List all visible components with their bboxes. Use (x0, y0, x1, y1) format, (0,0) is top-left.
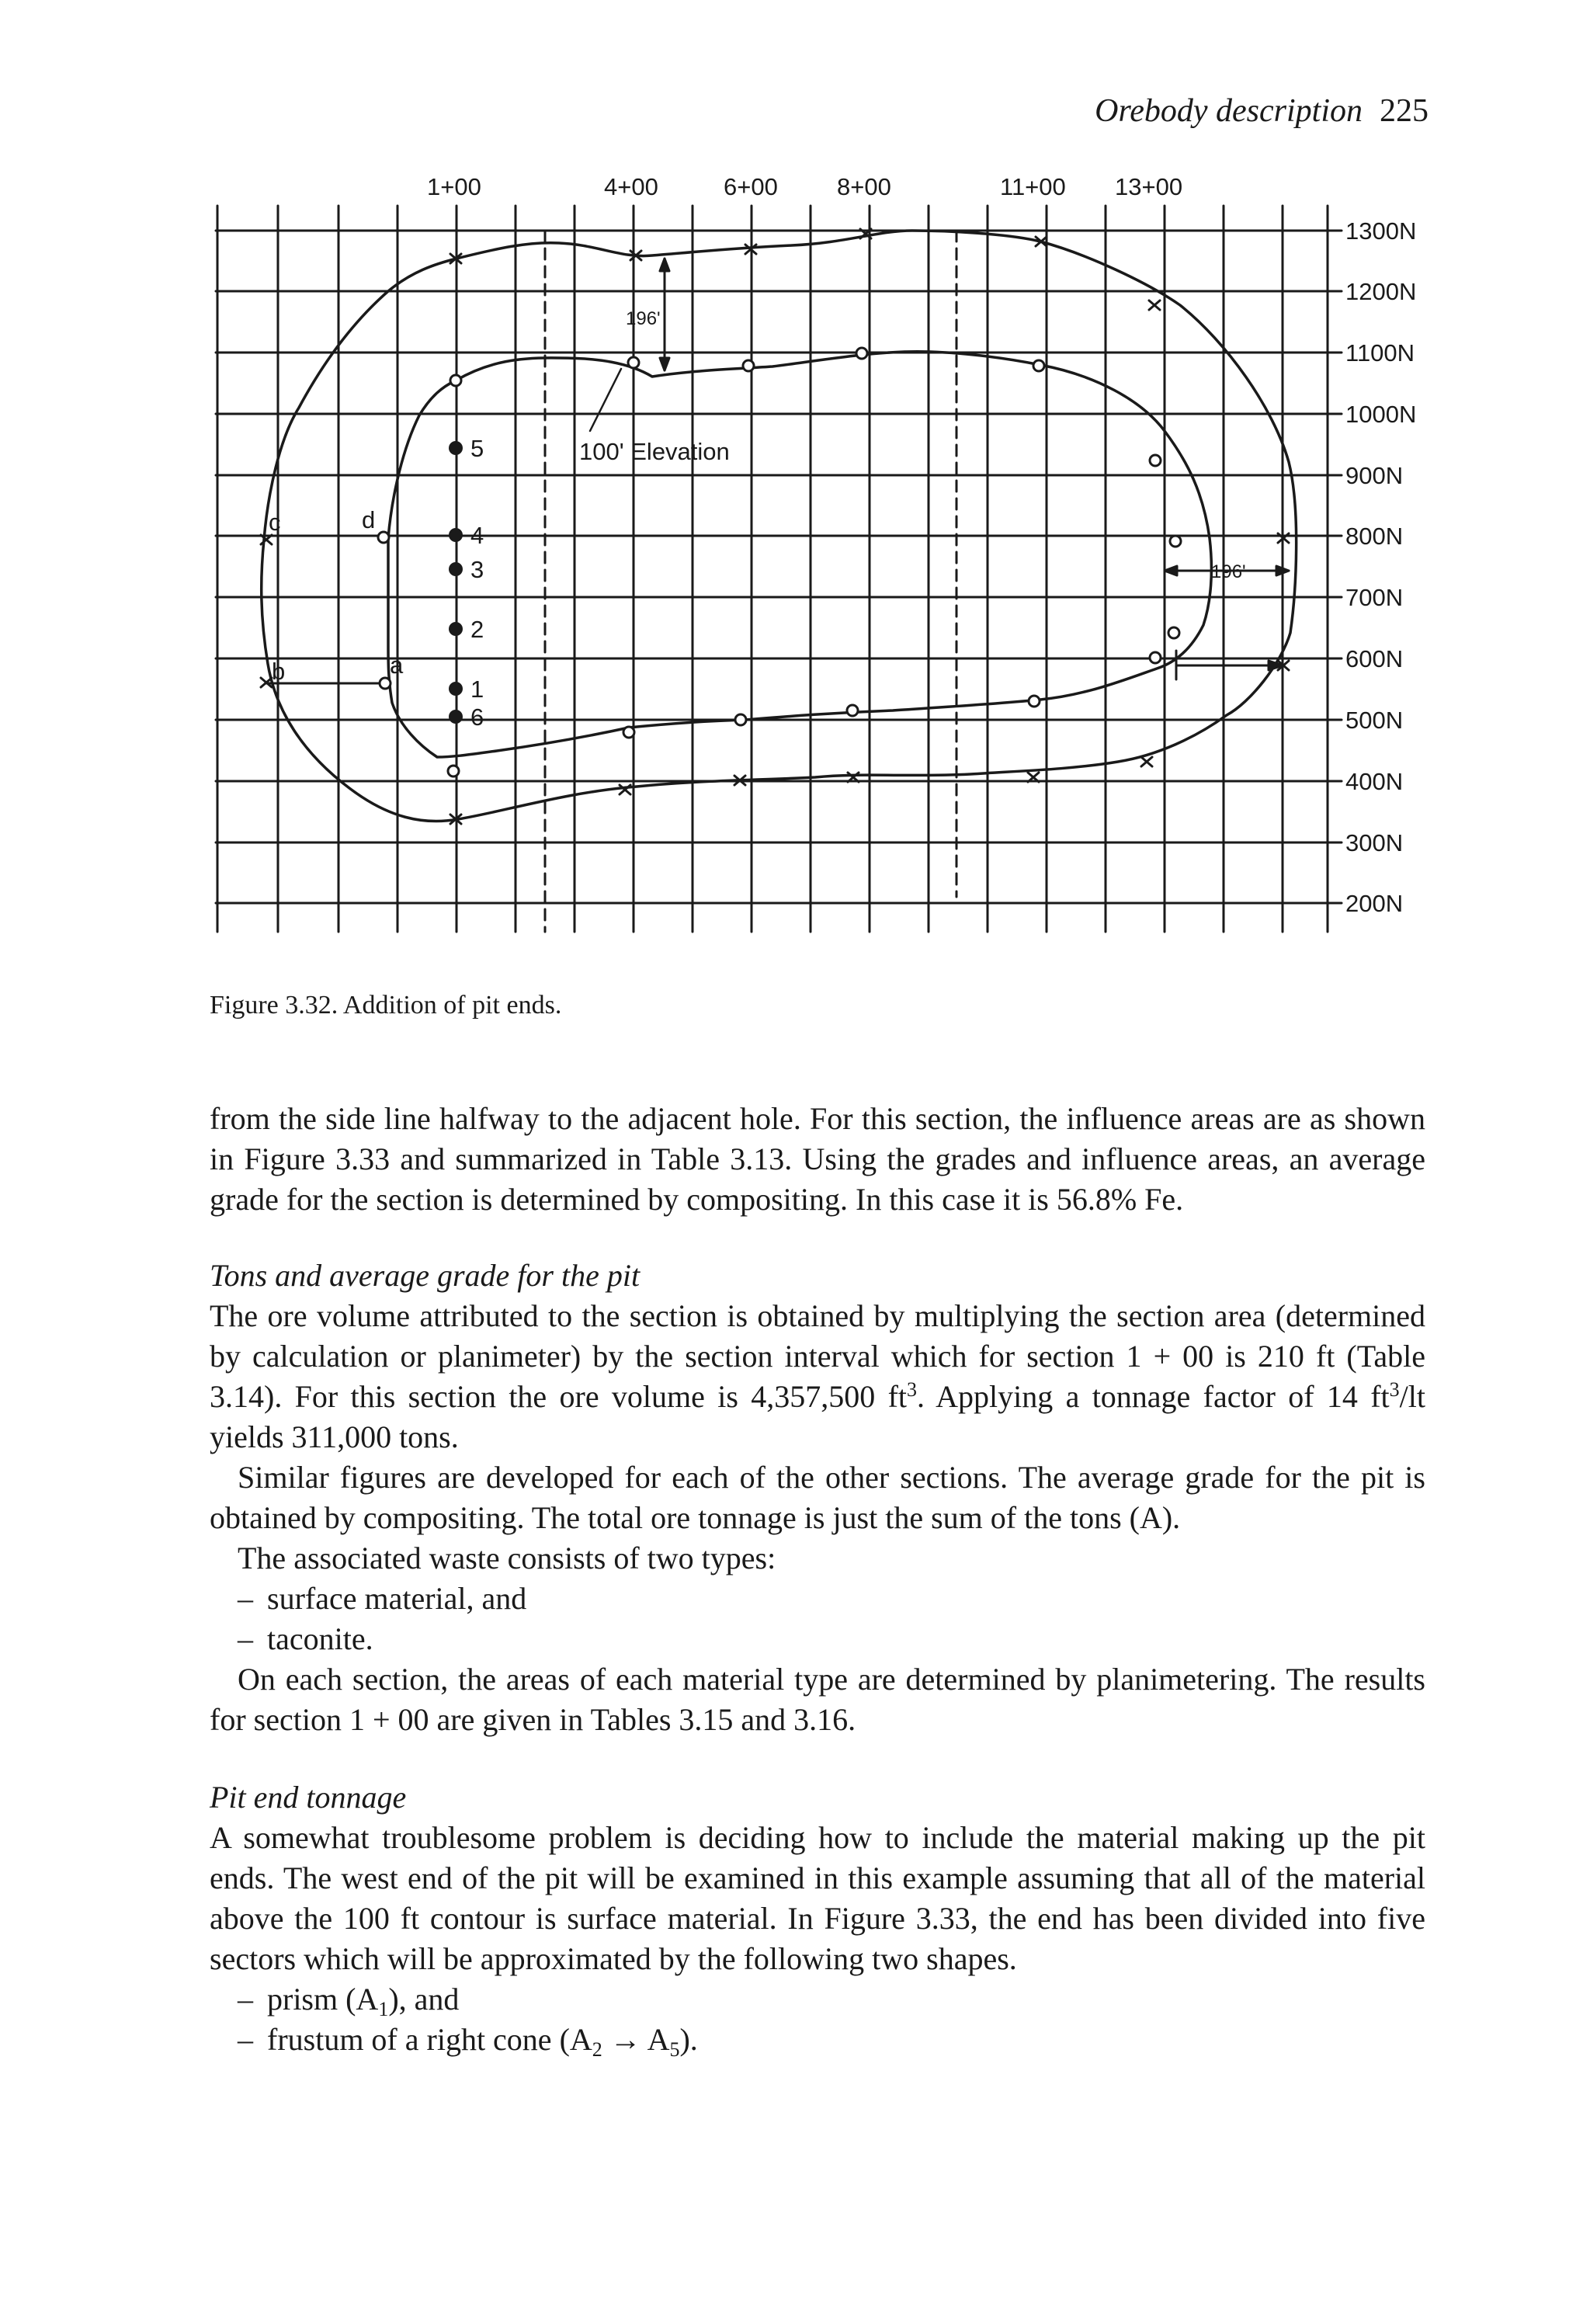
section-label-11-00: 11+00 (1000, 173, 1066, 200)
frustum-sub-2: 5 (669, 2038, 680, 2061)
northing-label-900n: 900N (1345, 462, 1404, 489)
grid-northing-lines (216, 231, 1334, 903)
section-label-1-00: 1+00 (427, 173, 481, 200)
list-dash: – (238, 1581, 253, 1616)
drill-hole-6 (449, 710, 463, 724)
running-header (1040, 92, 1429, 130)
northing-label-200n: 200N (1345, 890, 1404, 917)
northing-label-300n: 300N (1345, 829, 1404, 856)
hole-label-6: 6 (470, 703, 484, 731)
northing-label-600n: 600N (1345, 645, 1404, 672)
list-item-surface-material (238, 1579, 1425, 1619)
drill-hole-1 (449, 682, 463, 696)
heading-tons-average-grade: Tons and average grade for the pit (210, 1258, 641, 1293)
frustum-text-mid: → A (602, 2022, 670, 2057)
running-title: Orebody description (1095, 93, 1363, 129)
paragraph-influence-areas: from the side line halfway to the adjacent hole. For this section, the influence areas are as shown in Figure 3.33 and summarized in Table 3.13. Using the grades and influence areas, an average grade for the section is determined by compositing. In this case it is 56.8% Fe. (210, 1101, 1425, 1217)
frustum-text-post: ). (679, 2022, 698, 2057)
northing-label-500n: 500N (1345, 707, 1404, 734)
outer-pit-outline (262, 231, 1297, 822)
drill-hole-3 (449, 562, 463, 576)
northing-label-1100n: 1100N (1345, 339, 1415, 366)
northing-label-1200n: 1200N (1345, 278, 1417, 305)
northing-label-700n: 700N (1345, 584, 1404, 611)
heading-pit-end-tonnage: Pit end tonnage (210, 1780, 407, 1815)
figure-caption: Figure 3.32. Addition of pit ends. (210, 991, 562, 1020)
inner-pit-outline (388, 352, 1211, 757)
point-label-c: c (269, 509, 281, 536)
contour-label-100-elevation: 100' Elevation (579, 438, 730, 465)
paragraph-planimetering: On each section, the areas of each material type are determined by planimetering. The results for section 1 + 00 are given in Tables 3.15 and 3.16. (210, 1662, 1425, 1737)
northing-label-1300n: 1300N (1345, 217, 1417, 245)
frustum-text-pre: frustum of a right cone (A (267, 2022, 592, 2057)
northing-ticks (1329, 231, 1342, 903)
prism-sub: 1 (378, 1998, 389, 2020)
ore-volume-text-c: /lt yields 311,000 tons. (210, 1379, 1426, 1454)
hole-label-2: 2 (470, 616, 484, 643)
grid-easting-lines (217, 206, 1328, 932)
point-label-a: a (390, 651, 404, 679)
section-label-6-00: 6+00 (724, 173, 778, 200)
ore-volume-text-a: The ore volume attributed to the section is obtained by multiplying the section area (determined by calculation or planimeter) by the section interval which for section 1 + 00 is 210 ft (Table 3.14). For this section the ore volume is 4,357,500 ft (210, 1298, 1425, 1414)
dimension-label-horizontal: 196' (1211, 561, 1246, 582)
list-item-text: taconite. (267, 1621, 373, 1656)
ore-volume-text-b: . Applying a tonnage factor of 14 ft (917, 1379, 1390, 1414)
hole-label-3: 3 (470, 556, 484, 583)
paragraph-similar-figures: Similar figures are developed for each of the other sections. The average grade for the pit is obtained by compositing. The total ore tonnage is just the sum of the tons (A). (210, 1460, 1425, 1535)
section-label-8-00: 8+00 (837, 173, 891, 200)
drill-hole-5 (449, 441, 463, 455)
pit-plan-drawing (194, 167, 1460, 959)
hole-label-5: 5 (470, 435, 484, 462)
northing-label-1000n: 1000N (1345, 401, 1417, 428)
ore-volume-sup-1: 3 (907, 1378, 918, 1401)
list-dash: – (238, 1621, 253, 1656)
inner-outline-markers (378, 348, 1181, 776)
dimension-label-vertical: 196' (626, 308, 661, 329)
outer-outline-markers (261, 229, 1289, 824)
ore-volume-sup-2: 3 (1389, 1378, 1400, 1401)
list-dash: – (238, 2022, 253, 2057)
hole-label-1: 1 (470, 676, 484, 703)
body-text (210, 1099, 1425, 2060)
prism-text-pre: prism (A (267, 1982, 379, 2017)
section-label-4-00: 4+00 (604, 173, 658, 200)
point-label-d: d (362, 506, 376, 533)
drill-hole-2 (449, 622, 463, 636)
paragraph-pit-ends: A somewhat troublesome problem is deciding how to include the material making up the pit ends. The west end of the pit will be examined in this example assuming that all of the material above the 100 ft contour is surface material. In Figure 3.33, the end has been divided into five sectors which will be approximated by the following two shapes. (210, 1820, 1425, 1976)
paragraph-ore-volume (210, 1296, 1425, 1457)
figure-pit-ends (194, 167, 1460, 959)
list-dash: – (238, 1982, 253, 2017)
elevation-leader (590, 369, 621, 431)
list-item-text: surface material, and (267, 1581, 527, 1616)
prism-text-post: ), and (388, 1982, 460, 2017)
list-item-frustum (238, 2020, 1425, 2060)
paragraph-waste-types: The associated waste consists of two types: (238, 1541, 776, 1575)
point-label-b: b (272, 658, 286, 685)
frustum-sub-1: 2 (592, 2038, 602, 2061)
drill-hole-4 (449, 528, 463, 542)
list-item-prism (238, 1979, 1425, 2020)
page-number: 225 (1380, 93, 1429, 129)
section-label-13-00: 13+00 (1115, 173, 1183, 200)
northing-label-800n: 800N (1345, 523, 1404, 550)
northing-label-400n: 400N (1345, 768, 1404, 795)
hole-label-4: 4 (470, 522, 484, 549)
list-item-taconite (238, 1619, 1425, 1659)
